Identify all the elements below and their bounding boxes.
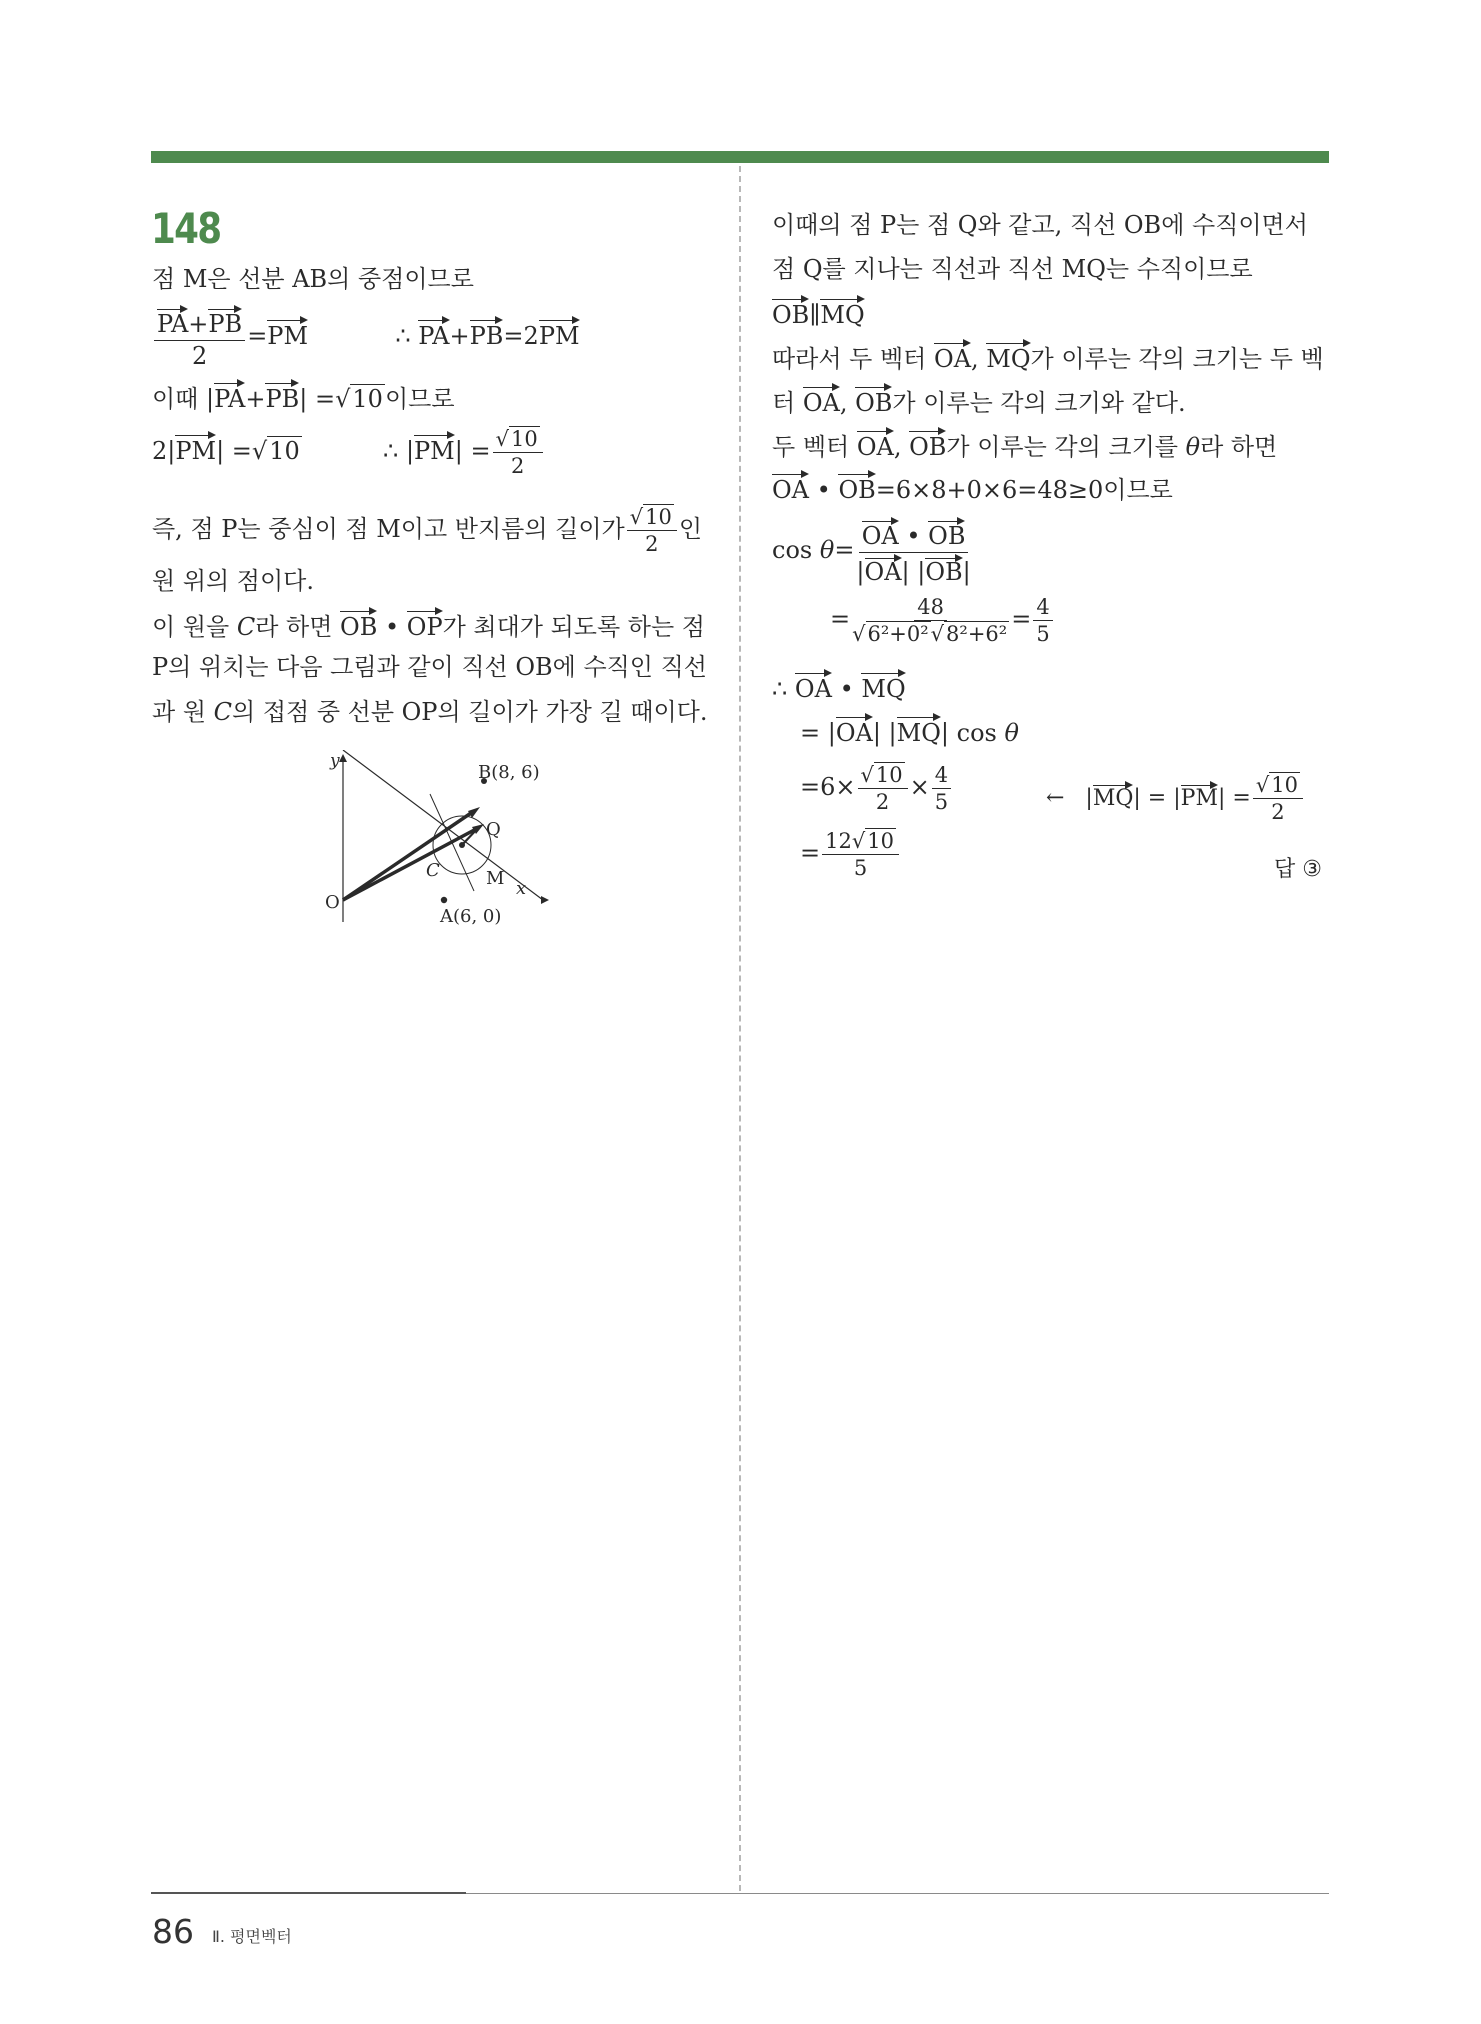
left-line-7: 이 원을 C라 하면 OB • OP가 최대가 되도록 하는 점 xyxy=(152,608,705,642)
x-axis-arrow xyxy=(541,896,549,904)
left-line-9: 과 원 C의 접점 중 선분 OP의 길이가 가장 길 때이다. xyxy=(152,698,708,726)
chapter-label: Ⅱ. 평면벡터 xyxy=(212,1927,292,1946)
right-line-11: = |OA| |MQ| cos θ xyxy=(800,714,1019,748)
right-line-1: 이때의 점 P는 점 Q와 같고, 직선 OB에 수직이면서 xyxy=(772,211,1308,239)
left-line-5: 즉, 점 P는 중심이 점 M이고 반지름의 길이가 $\frac{√10}{2}$ 인 xyxy=(152,505,703,556)
side-note: ← |MQ| = |PM| = $\frac{√10}{2}$ xyxy=(1046,774,1305,823)
point-b-label: B(8, 6) xyxy=(478,762,540,783)
right-line-6: 두 벡터 OA, OB가 이루는 각의 크기를 θ라 하면 xyxy=(772,428,1277,462)
point-m-label: M xyxy=(486,868,505,889)
right-line-10: ∴ OA • MQ xyxy=(772,670,906,704)
right-line-2: 점 Q를 지나는 직선과 직선 MQ는 수직이므로 xyxy=(772,255,1253,283)
point-m xyxy=(459,842,465,848)
vector-diagram xyxy=(318,750,558,930)
left-line-2: $\frac{PA+PB}{2}$ =PM ∴ PA+PB=2PM xyxy=(152,306,580,369)
point-a-label: A(6, 0) xyxy=(440,906,502,927)
origin-label: O xyxy=(325,892,340,913)
right-line-4: 따라서 두 벡터 OA, MQ가 이루는 각의 크기는 두 벡 xyxy=(772,340,1324,374)
left-line-3: 이때 |PA+PB| =√10이므로 xyxy=(152,380,455,414)
left-line-4: 2|PM| =√10 ∴ |PM| = $\frac{√10}{2}$ xyxy=(152,428,545,477)
footer-rule-accent xyxy=(151,1892,466,1894)
point-a xyxy=(441,897,447,903)
right-line-7: OA • OB=6×8+0×6=48≥0이므로 xyxy=(772,471,1173,505)
radius-fraction: $\frac{√10}{2}$ xyxy=(493,428,543,477)
circle-c-label: C xyxy=(426,860,440,881)
y-axis-arrow xyxy=(339,754,347,762)
page-number: 86 xyxy=(152,1912,194,1951)
top-accent-bar xyxy=(151,151,1329,163)
y-axis-label: y xyxy=(330,751,340,771)
right-line-3: OB∥MQ xyxy=(772,296,865,330)
vector-ob-arrowhead xyxy=(468,807,480,818)
problem-number: 148 xyxy=(151,204,221,253)
right-line-12: =6× $\frac{√10}{2}$ × $\frac{4}{5}$ xyxy=(800,764,953,813)
vector-ob xyxy=(343,811,474,900)
vector-oq xyxy=(343,828,478,900)
vec-pa: PA xyxy=(157,306,188,338)
vec-pm: PM xyxy=(267,317,308,351)
vec-pb: PB xyxy=(208,306,242,338)
cos-fraction: $\frac{OA • OB}{|OA| |OB|}$ xyxy=(856,518,970,585)
left-line-1: 점 M은 선분 AB의 중점이므로 xyxy=(152,265,474,293)
left-line-8: P의 위치는 다음 그림과 같이 직선 OB에 수직인 직선 xyxy=(152,653,707,681)
column-divider xyxy=(739,166,741,1891)
right-line-13: = $\frac{12√10}{5}$ xyxy=(800,830,901,879)
answer-label: 답 ③ xyxy=(1274,857,1322,882)
right-line-5: 터 OA, OB가 이루는 각의 크기와 같다. xyxy=(772,384,1186,418)
sum-fraction: $\frac{PA+PB}{2}$ xyxy=(154,306,245,369)
point-q-label: Q xyxy=(486,819,501,840)
left-line-6: 원 위의 점이다. xyxy=(152,567,314,595)
right-line-9: = $\frac{48}{\text{√6²+0²√8²+6²}}$ = $\frac{4}{5}$ xyxy=(830,596,1055,645)
x-axis-label: x xyxy=(516,878,527,899)
right-line-8: cos θ= $\frac{OA • OB}{|OA| |OB|}$ xyxy=(772,518,973,585)
